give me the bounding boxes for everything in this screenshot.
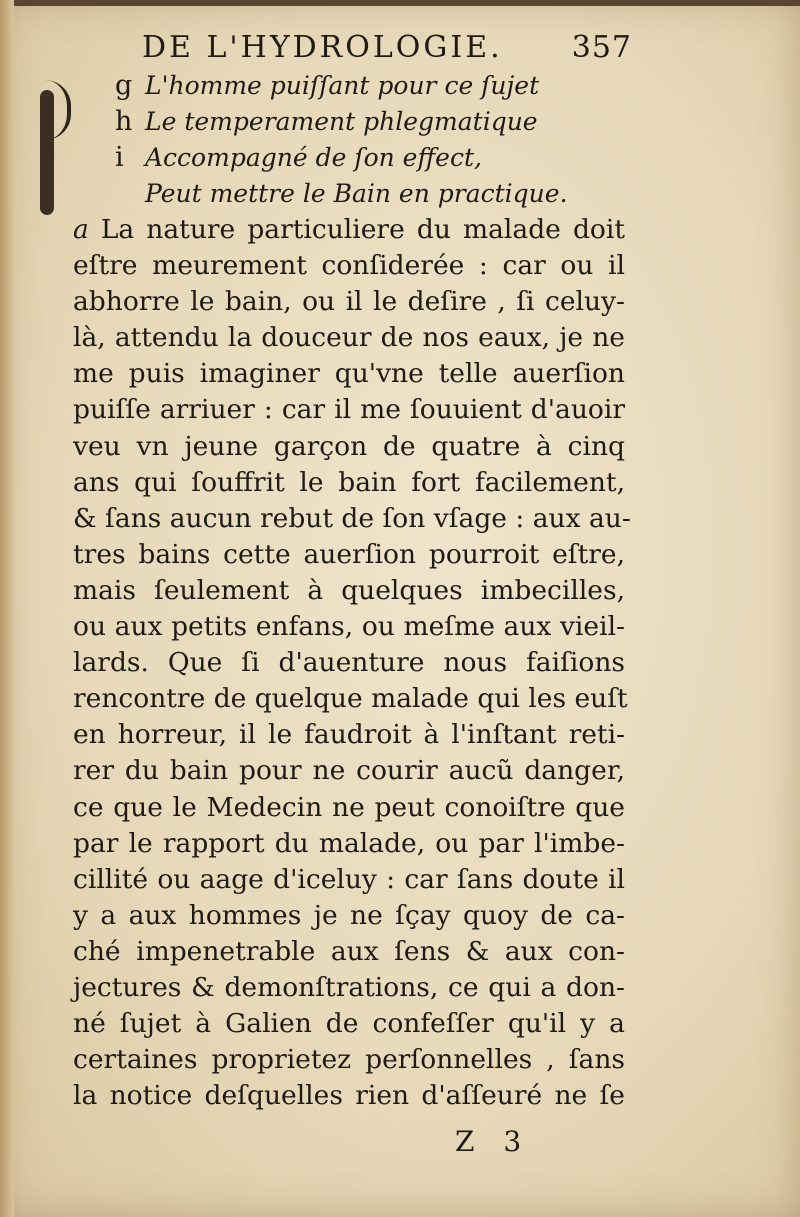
verse-line bbox=[115, 140, 615, 176]
text-line: certaines proprietez perſonnelles , ſans bbox=[73, 1044, 625, 1076]
verse-line bbox=[115, 176, 615, 212]
text-line: cillité ou aage d'iceluy : car ſans doute il bbox=[73, 863, 625, 895]
verse-letter: h bbox=[115, 106, 133, 137]
text-line: ans qui ſouffrit le bain fort facilement, bbox=[73, 466, 625, 498]
text-line: par le rapport du malade, ou par l'imbe- bbox=[73, 827, 625, 859]
text-line: en horreur, il le faudroit à l'inſtant reti- bbox=[73, 719, 625, 751]
text-line: ché impenetrable aux ſens & aux con- bbox=[73, 935, 625, 967]
page-gutter bbox=[0, 0, 14, 1217]
verse-text: L'homme puiſſant pour ce ſujet bbox=[145, 71, 540, 100]
text-line: eſtre meurement conſiderée : car ou il bbox=[73, 250, 625, 282]
running-head bbox=[142, 30, 632, 70]
text-line: me puis imaginer qu'vne telle auerſion bbox=[73, 358, 625, 390]
text-line-content: La nature particuliere du malade doit bbox=[100, 214, 625, 245]
verse-text: Le temperament phlegmatique bbox=[145, 107, 538, 136]
text-line: mais ſeulement à quelques imbecilles, bbox=[73, 574, 625, 606]
text-line: tres bains cette auerſion pourroit eſtre, bbox=[73, 538, 625, 570]
text-line: ou aux petits enfans, ou meſme aux vieil- bbox=[73, 611, 625, 643]
verse-line bbox=[115, 68, 615, 104]
text-line: ce que le Medecin ne peut conoiſtre que bbox=[73, 791, 625, 823]
text-line: rer du bain pour ne courir aucũ danger, bbox=[73, 755, 625, 787]
verse-text: Peut mettre le Bain en practique. bbox=[145, 179, 568, 208]
text-line: & ſans aucun rebut de ſon vſage : aux au- bbox=[73, 502, 631, 534]
verse-line bbox=[115, 104, 615, 140]
ink-bracket-mark bbox=[45, 80, 71, 140]
page-top-edge bbox=[0, 0, 800, 6]
text-line: lards. Que ſi d'auenture nous faiſions bbox=[73, 647, 625, 679]
text-line: là, attendu la douceur de nos eaux, je ne bbox=[73, 322, 625, 354]
page-number: 357 bbox=[571, 30, 632, 65]
verse-block bbox=[115, 68, 615, 212]
text-line: jectures & demonſtrations, ce qui a don- bbox=[73, 971, 625, 1003]
marginal-letter: a bbox=[73, 214, 89, 245]
verse-letter: g bbox=[115, 70, 133, 101]
signature-mark: Z 3 bbox=[455, 1125, 532, 1158]
verse-letter: i bbox=[115, 142, 124, 173]
text-line bbox=[73, 212, 625, 248]
verse-text: Accompagné de ſon effect, bbox=[145, 143, 482, 172]
text-line: rencontre de quelque malade qui les euſt bbox=[73, 683, 628, 715]
text-line: né ſujet à Galien de confeſſer qu'il y a bbox=[73, 1008, 625, 1040]
body-text bbox=[73, 212, 631, 1114]
text-line: y a aux hommes je ne ſçay quoy de ca- bbox=[73, 899, 625, 931]
running-head-title: DE L'HYDROLOGIE. bbox=[142, 30, 503, 65]
text-line: abhorre le bain, ou il le deſire , ſi celuy- bbox=[73, 286, 625, 318]
text-line: la notice deſquelles rien d'aſſeuré ne ſe bbox=[73, 1080, 625, 1112]
text-line: puiſſe arriuer : car il me ſouuient d'auoir bbox=[73, 394, 625, 426]
text-line: veu vn jeune garçon de quatre à cinq bbox=[73, 430, 625, 462]
